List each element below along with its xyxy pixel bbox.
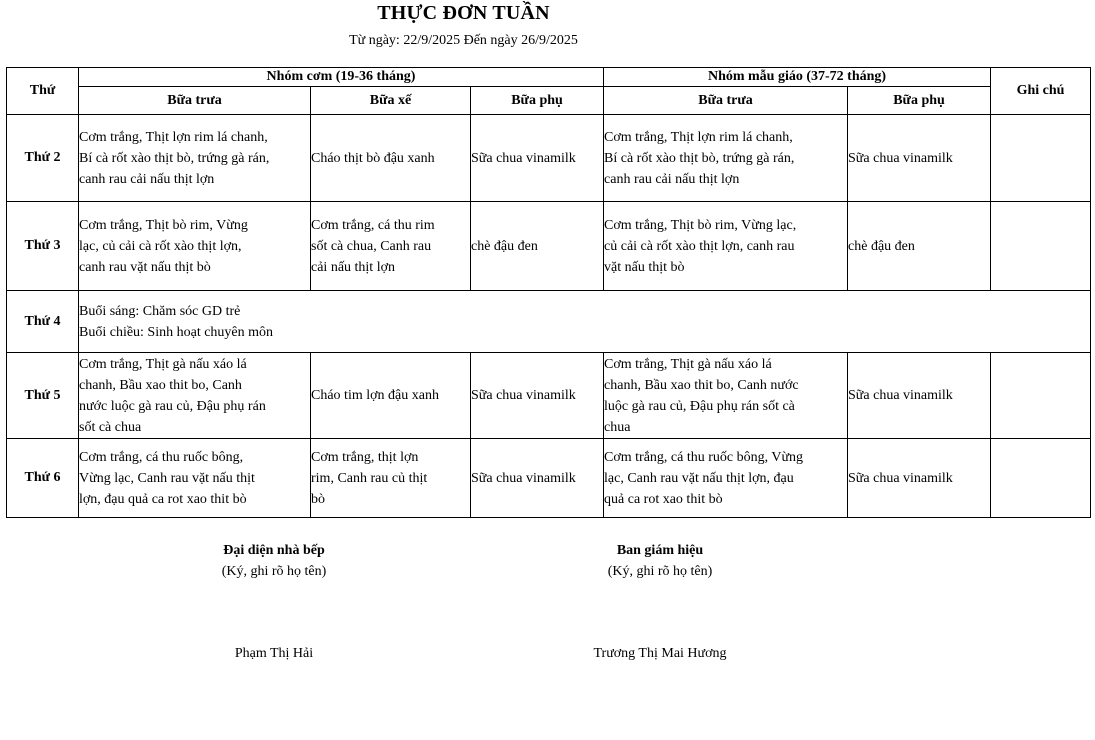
menu-table bbox=[6, 67, 1091, 518]
menu-line: luộc gà rau củ, Đậu phụ rán sốt cà bbox=[604, 398, 795, 414]
menu-line: Cơm trắng, Thịt bò rim, Vừng bbox=[79, 217, 248, 233]
menu-line: Buổi chiều: Sinh hoạt chuyên môn bbox=[79, 324, 274, 340]
menu-line: Cơm trắng, Thịt bò rim, Vừng lạc, bbox=[604, 217, 797, 233]
menu-line: chanh, Bầu xao thit bo, Canh nước bbox=[604, 377, 799, 393]
menu-line: bò bbox=[311, 491, 325, 507]
menu-line: Bí cà rốt xào thịt bò, trứng gà rán, bbox=[604, 150, 795, 166]
com-afternoon-cell bbox=[311, 439, 471, 518]
com-snack-cell: Sữa chua vinamilk bbox=[471, 353, 604, 439]
menu-line: Buổi sáng: Chăm sóc GD trẻ bbox=[79, 303, 241, 319]
menu-line: Cơm trắng, cá thu ruốc bông, Vừng bbox=[604, 449, 804, 465]
mg-snack-cell: Sữa chua vinamilk bbox=[848, 115, 991, 202]
header-mg-snack: Bữa phụ bbox=[848, 87, 991, 115]
com-afternoon-cell: Cháo thịt bò đậu xanh bbox=[311, 115, 471, 202]
day-label: Thứ 4 bbox=[7, 291, 79, 353]
mg-lunch-cell bbox=[604, 439, 848, 518]
menu-line: cải nấu thịt lợn bbox=[311, 259, 395, 275]
mg-snack-cell: Sữa chua vinamilk bbox=[848, 439, 991, 518]
header-day: Thứ bbox=[7, 68, 79, 115]
com-snack-cell: Sữa chua vinamilk bbox=[471, 115, 604, 202]
table-row bbox=[7, 439, 1091, 518]
kitchen-signature-name: Phạm Thị Hải bbox=[234, 646, 314, 661]
menu-line: quả ca rot xao thit bò bbox=[604, 491, 723, 507]
header-group-com: Nhóm cơm (19-36 tháng) bbox=[79, 68, 604, 87]
menu-line: chanh, Bầu xao thit bo, Canh bbox=[79, 377, 242, 393]
mg-lunch-cell bbox=[604, 115, 848, 202]
day-label: Thứ 6 bbox=[7, 439, 79, 518]
menu-line: nước luộc gà rau củ, Đậu phụ rán bbox=[79, 398, 266, 414]
menu-line: Cơm trắng, cá thu rim bbox=[311, 217, 435, 233]
com-snack-cell: Sữa chua vinamilk bbox=[471, 439, 604, 518]
table-row bbox=[7, 202, 1091, 291]
menu-line: vặt nấu thịt bò bbox=[604, 259, 685, 275]
com-lunch-cell bbox=[79, 353, 311, 439]
mg-lunch-cell bbox=[604, 202, 848, 291]
menu-line: chua bbox=[604, 419, 631, 435]
menu-line: sốt cà chua, Canh rau bbox=[311, 238, 432, 254]
menu-line: Bí cà rốt xào thịt bò, trứng gà rán, bbox=[79, 150, 270, 166]
board-signature-name: Trương Thị Mai Hương bbox=[593, 646, 727, 661]
note-cell bbox=[991, 115, 1091, 202]
menu-line: Cơm trắng, thịt lợn bbox=[311, 449, 419, 465]
table-row bbox=[7, 115, 1091, 202]
com-lunch-cell bbox=[79, 439, 311, 518]
menu-line: lạc, củ cải cà rốt xào thịt lợn, bbox=[79, 238, 242, 254]
com-snack-cell: chè đậu đen bbox=[471, 202, 604, 291]
mg-snack-cell: chè đậu đen bbox=[848, 202, 991, 291]
board-signature-note: (Ký, ghi rõ họ tên) bbox=[607, 564, 713, 579]
com-afternoon-cell bbox=[311, 202, 471, 291]
menu-line: sốt cà chua bbox=[79, 419, 142, 435]
com-lunch-cell bbox=[79, 115, 311, 202]
board-signature-title: Ban giám hiệu bbox=[616, 543, 704, 558]
table-row bbox=[7, 291, 1091, 353]
note-cell bbox=[991, 353, 1091, 439]
menu-line: củ cải cà rốt xào thịt lợn, canh rau bbox=[604, 238, 795, 254]
menu-line: Cơm trắng, Thịt lợn rim lá chanh, bbox=[604, 129, 793, 145]
day-label: Thứ 5 bbox=[7, 353, 79, 439]
note-cell bbox=[991, 202, 1091, 291]
note-cell bbox=[991, 439, 1091, 518]
date-range: Từ ngày: 22/9/2025 Đến ngày 26/9/2025 bbox=[349, 33, 578, 48]
menu-line: lợn, đạu quả ca rot xao thit bò bbox=[79, 491, 247, 507]
menu-line: canh rau cải nấu thịt lợn bbox=[79, 171, 215, 187]
header-group-mau-giao: Nhóm mẫu giáo (37-72 tháng) bbox=[604, 68, 991, 87]
day-label: Thứ 2 bbox=[7, 115, 79, 202]
menu-line: Cơm trắng, Thịt gà nấu xáo lá bbox=[79, 356, 247, 372]
menu-line: rim, Canh rau củ thịt bbox=[311, 470, 428, 486]
com-lunch-cell bbox=[79, 202, 311, 291]
header-mg-lunch: Bữa trưa bbox=[604, 87, 848, 115]
header-com-snack: Bữa phụ bbox=[471, 87, 604, 115]
menu-line: canh rau cải nấu thịt lợn bbox=[604, 171, 740, 187]
page-title: THỰC ĐƠN TUẦN bbox=[377, 2, 550, 24]
kitchen-signature-note: (Ký, ghi rõ họ tên) bbox=[221, 564, 327, 579]
menu-line: Vừng lạc, Canh rau vặt nấu thịt bbox=[79, 470, 255, 486]
menu-line: canh rau vặt nấu thịt bò bbox=[79, 259, 211, 275]
menu-line: Cơm trắng, Thịt gà nấu xáo lá bbox=[604, 356, 772, 372]
header-com-lunch: Bữa trưa bbox=[79, 87, 311, 115]
kitchen-signature-title: Đại diện nhà bếp bbox=[223, 543, 325, 558]
menu-line: Cơm trắng, Thịt lợn rim lá chanh, bbox=[79, 129, 268, 145]
merged-activity-cell bbox=[79, 291, 1091, 353]
table-row bbox=[7, 353, 1091, 439]
menu-line: Cơm trắng, cá thu ruốc bông, bbox=[79, 449, 244, 465]
header-notes: Ghi chú bbox=[991, 68, 1091, 115]
menu-line: lạc, Canh rau vặt nấu thịt lợn, đạu bbox=[604, 470, 794, 486]
mg-snack-cell: Sữa chua vinamilk bbox=[848, 353, 991, 439]
com-afternoon-cell: Cháo tim lợn đậu xanh bbox=[311, 353, 471, 439]
day-label: Thứ 3 bbox=[7, 202, 79, 291]
mg-lunch-cell bbox=[604, 353, 848, 439]
header-com-afternoon: Bữa xế bbox=[311, 87, 471, 115]
